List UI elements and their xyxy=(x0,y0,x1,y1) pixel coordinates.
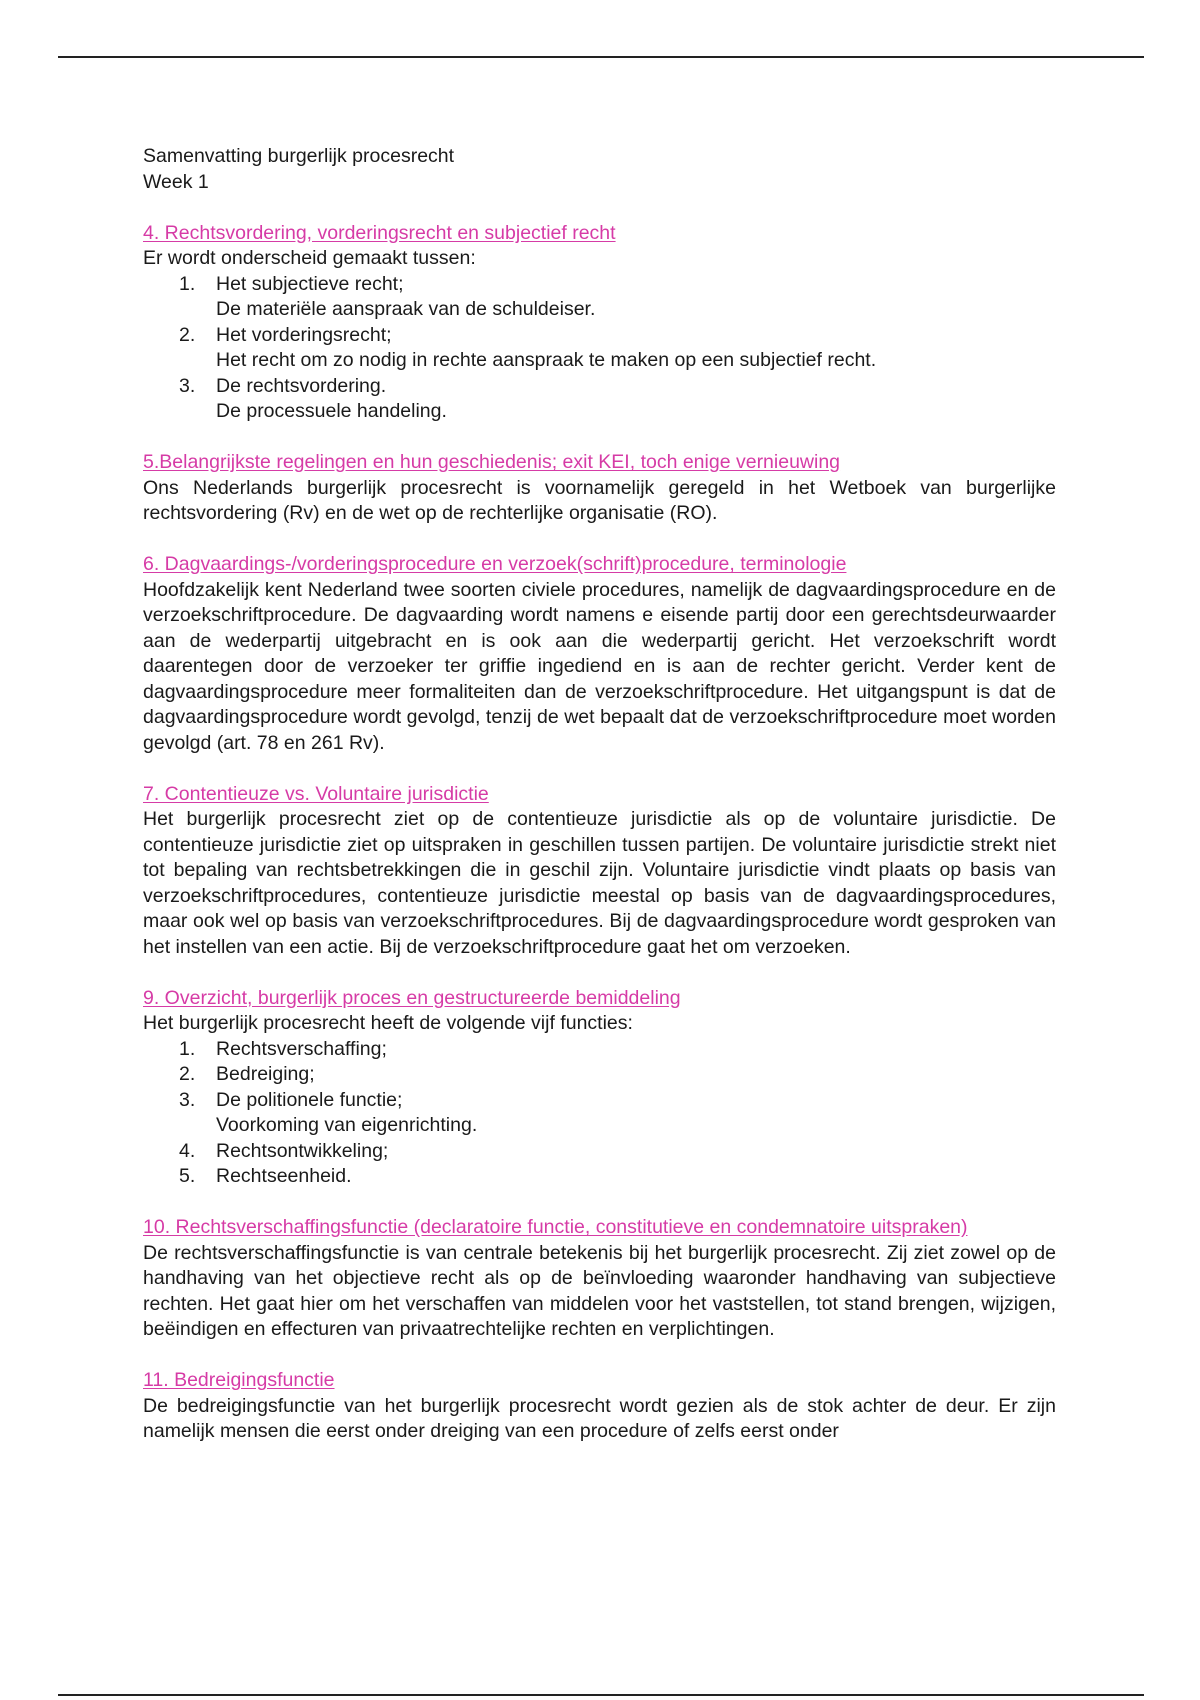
list-number: 3. xyxy=(179,374,196,397)
list-item-subtext: Het recht om zo nodig in rechte aanspraak te maken op een subjectief recht. xyxy=(216,349,877,371)
list-number: 1. xyxy=(179,272,196,295)
list-number: 5. xyxy=(179,1165,196,1187)
document-title: Samenvatting burgerlijk procesrecht xyxy=(143,145,455,167)
section-heading: 5.Belangrijkste regelingen en hun geschiedenis; exit KEI, toch enige vernieuwing xyxy=(143,451,841,473)
list-item xyxy=(143,1062,1056,1088)
section-heading: 7. Contentieuze vs. Voluntaire jurisdictie xyxy=(143,782,489,805)
list-item-text: Rechtsontwikkeling; xyxy=(216,1139,389,1162)
list-item-text: Het subjectieve recht; xyxy=(216,272,404,295)
section-heading: 9. Overzicht, burgerlijk proces en gestructureerde bemiddeling xyxy=(143,986,681,1009)
section-heading: 11. Bedreigingsfunctie xyxy=(143,1369,335,1391)
section-heading: 10. Rechtsverschaffingsfunctie (declaratoire functie, constitutieve en condemnatoire uitspraken) xyxy=(143,1216,968,1238)
list-item xyxy=(143,323,1056,374)
list-item xyxy=(143,272,1056,323)
footer-rule xyxy=(58,1694,1144,1696)
section-intro: Het burgerlijk procesrecht heeft de volgende vijf functies: xyxy=(143,1012,633,1034)
section-body: De bedreigingsfunctie van het burgerlijk procesrecht wordt gezien als de stok achter de deur. Er zijn namelijk mensen die eerst onder dreiging van een procedure of zelfs eerst onder xyxy=(143,1394,1056,1442)
section-6 xyxy=(143,552,1056,756)
document-page xyxy=(143,144,1056,1445)
numbered-list xyxy=(143,272,1056,425)
section-body: Ons Nederlands burgerlijk procesrecht is voornamelijk geregeld in het Wetboek van burgerlijke rechtsvordering (Rv) en de wet op de rechterlijke organisatie (RO). xyxy=(143,476,1056,524)
list-item-text: Bedreiging; xyxy=(216,1063,315,1085)
list-number: 4. xyxy=(179,1139,196,1162)
section-7 xyxy=(143,782,1056,961)
section-heading: 4. Rechtsvordering, vorderingsrecht en subjectief recht xyxy=(143,221,616,244)
list-number: 2. xyxy=(179,323,196,346)
section-intro: Er wordt onderscheid gemaakt tussen: xyxy=(143,247,476,269)
section-heading: 6. Dagvaardings-/vorderingsprocedure en verzoek(schrift)procedure, terminologie xyxy=(143,553,847,575)
section-5 xyxy=(143,450,1056,527)
list-item xyxy=(143,1088,1056,1139)
list-item-text: Rechtsverschaffing; xyxy=(216,1037,387,1060)
section-10 xyxy=(143,1215,1056,1343)
section-body: Hoofdzakelijk kent Nederland twee soorten civiele procedures, namelijk de dagvaardingsprocedure en de verzoekschriftprocedure. De dagvaarding wordt namens e eisende partij door een gerechtsdeurwaarder aan de wederpartij uitgebracht en is ook aan die wederpartij gericht. Het verzoekschrift wordt daarentegen door de verzoeker ter griffie ingediend en is aan de rechter gericht. Verder kent de dagvaardingsprocedure meer formaliteiten dan de verzoekschriftprocedure. Het uitgangspunt is dat de dagvaardingsprocedure wordt gevolgd, tenzij de wet bepaalt dat de verzoekschriftprocedure moet worden gevolgd (art. 78 en 261 Rv). xyxy=(143,578,1056,754)
section-4 xyxy=(143,221,1056,425)
list-item-text: Het vorderingsrecht; xyxy=(216,323,392,346)
section-body: De rechtsverschaffingsfunctie is van centrale betekenis bij het burgerlijk procesrecht. Zij ziet zowel op de handhaving van het objectieve recht als op de beïnvloeding waaronder handhaving van subjectieve rechten. Het gaat hier om het verschaffen van middelen voor het vaststellen, tot stand brengen, wijzigen, beëindigen en effecturen van privaatrechtelijke rechten en verplichtingen. xyxy=(143,1241,1056,1340)
list-item-subtext: De processuele handeling. xyxy=(216,400,447,422)
list-item xyxy=(143,1164,1056,1190)
list-number: 2. xyxy=(179,1063,196,1085)
header-rule xyxy=(58,56,1144,58)
list-item-text: Rechtseenheid. xyxy=(216,1165,352,1187)
numbered-list xyxy=(143,1037,1056,1190)
document-week: Week 1 xyxy=(143,170,209,193)
list-item-subtext: Voorkoming van eigenrichting. xyxy=(216,1114,478,1136)
list-item xyxy=(143,1037,1056,1063)
list-item xyxy=(143,1139,1056,1165)
list-number: 1. xyxy=(179,1037,196,1060)
section-9 xyxy=(143,986,1056,1190)
section-11 xyxy=(143,1368,1056,1445)
list-item xyxy=(143,374,1056,425)
list-item-subtext: De materiële aanspraak van de schuldeiser. xyxy=(216,298,596,320)
list-item-text: De rechtsvordering. xyxy=(216,374,387,397)
list-item-text: De politionele functie; xyxy=(216,1088,403,1111)
section-body: Het burgerlijk procesrecht ziet op de contentieuze jurisdictie als op de voluntaire jurisdictie. De contentieuze jurisdictie ziet op uitspraken in geschillen tussen partijen. De voluntaire jurisdictie strekt niet tot bepaling van rechtsbetrekkingen die in geschil zijn. Voluntaire jurisdictie vindt plaats op basis van verzoekschriftprocedures, contentieuze jurisdictie meestal op basis van de dagvaardingsprocedures, maar ook wel op basis van verzoekschriftprocedures. Bij de dagvaardingsprocedure wordt gesproken van het instellen van een actie. Bij de verzoekschriftprocedure gaat het om verzoeken. xyxy=(143,808,1056,958)
list-number: 3. xyxy=(179,1088,196,1111)
